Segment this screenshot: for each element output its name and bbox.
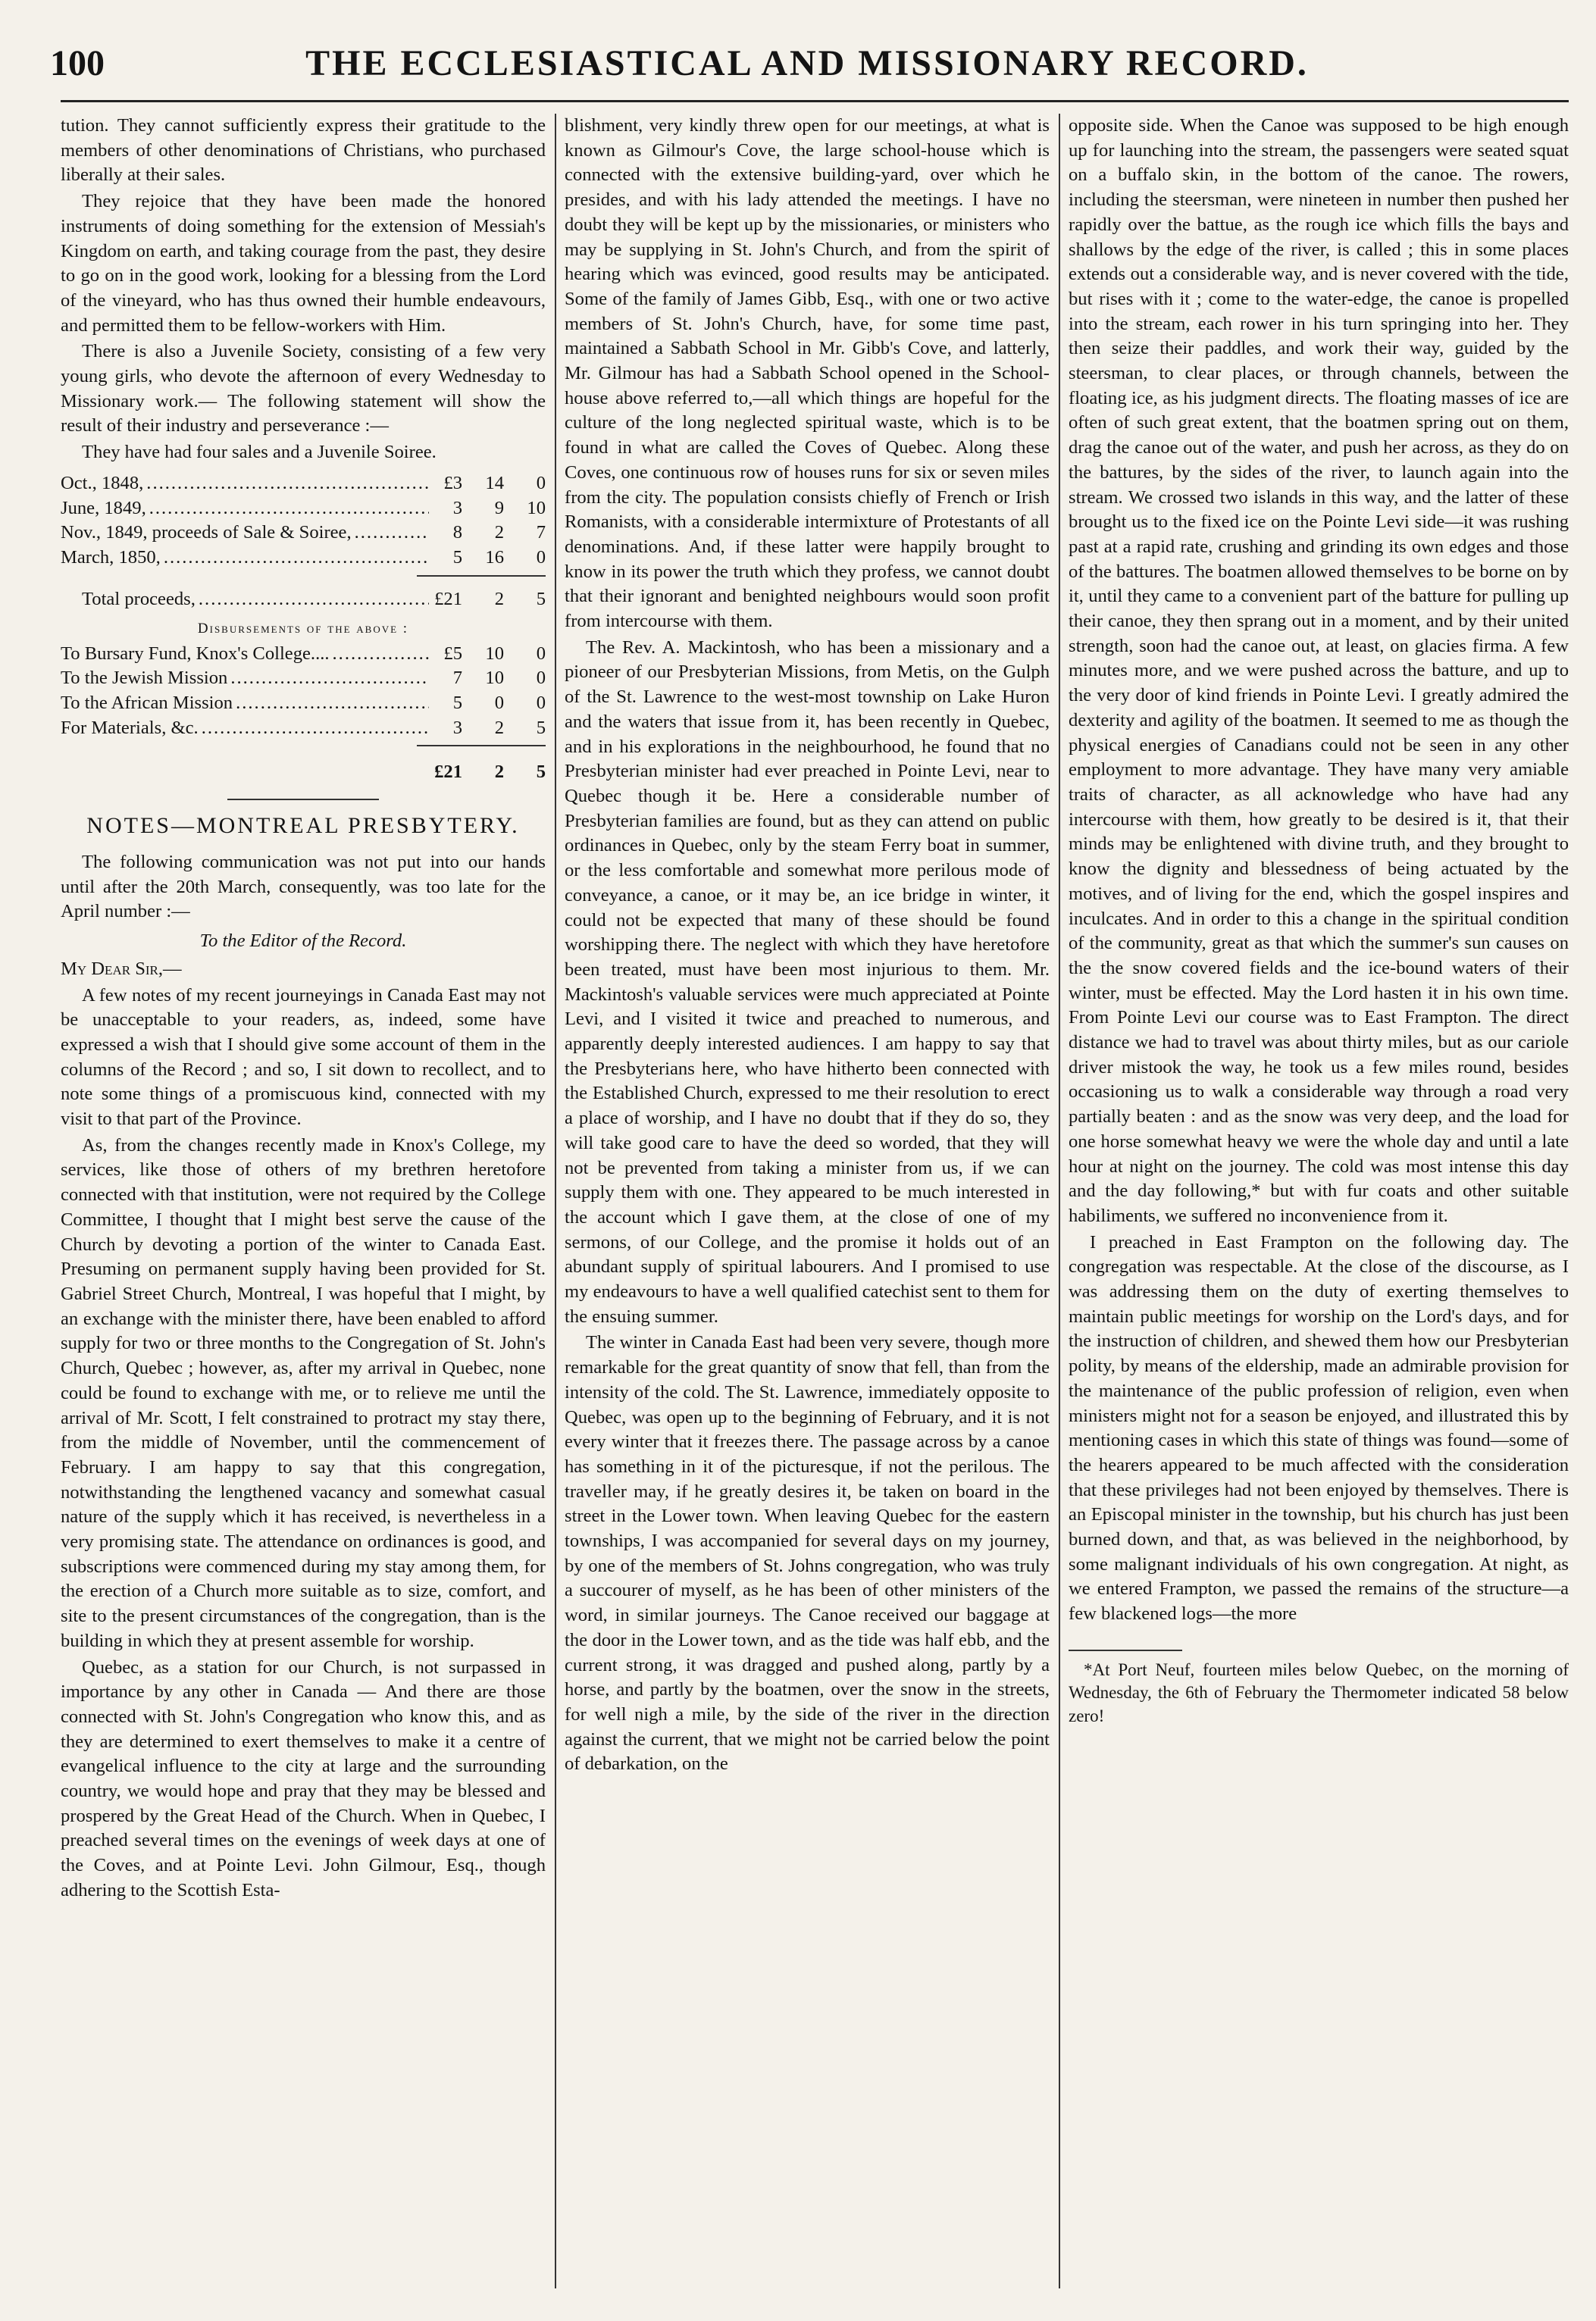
addressee: To the Editor of the Record. (199, 931, 407, 952)
paragraph: The following communication was not put into our hands until after the 20th March, consequently, was too late for the April number :— (61, 852, 546, 922)
paragraph: They rejoice that they have been made the honored instruments of doing something for the extension of Messiah's Kingdom on earth, and taking courage from the past, they desire to go on in the good work, looking for a blessing from the Lord of the vineyard, who has thus owned their humble endeavours, and permitted them to be fellow-workers with Him. (61, 191, 546, 336)
column-2 (565, 114, 1050, 1778)
section-title: NOTES—MONTREAL PRESBYTERY. (86, 813, 520, 839)
section-divider (227, 799, 379, 800)
page-number: 100 (50, 43, 105, 83)
total-row: Total proceeds, ..... £21 2 5 (61, 587, 546, 612)
table-row: For Materials, &c. ..... 3 2 5 (61, 716, 546, 741)
paragraph: A few notes of my recent journeyings in Canada East may not be unacceptable to your readers, as, indeed, some have expressed a wish that I should give some account of them in the columns of the Record ; and so, I sit down to recollect, and to note some things of a promiscuous kind, connected with my visit to that part of the Province. (61, 984, 546, 1130)
footnote-rule (1069, 1650, 1182, 1651)
paragraph: There is also a Juvenile Society, consisting of a few very young girls, who devote the afternoon of every Wednesday to Missionary work.— The following statement will show the result of their industry and perseverance :— (61, 341, 546, 436)
table-row: Nov., 1849, proceeds of Sale & Soiree, ..... 8 2 7 (61, 521, 546, 546)
paragraph: opposite side. When the Canoe was supposed to be high enough up for launching into the stream, the passengers were seated squat on a buffalo skin, in the bottom of the canoe. The rowers, including the steersman, were nineteen in number then pushed her rapidly over the battue, as the rough ice which fills the bays and shallows by the edge of the river, is called ; this in some places extends out a considerable way, and is never covered with the tide, but rises with it ; come to the water-edge, the canoe is propelled into the stream, each rower in his turn springing into her. They then seize their paddles, and work their way, guided by the steersman, to clear places, or through channels, between the floating ice, as his judgment directs. The floating masses of ice are often of such great extent, that the boatmen spring out on them, drag the canoe out of the water, and push her across, as they do on the battures, by the sides of the river, to launch again into the stream. We crossed two islands in this way, and the latter of these brought us to the fixed ice on the Pointe Levi side—it was rushing past at a rapid rate, crushing and grinding its own edges and those of the battures. The boatmen allowed themselves to be borne on by it, until they came to a convenient part of the batture for pulling up their canoe, they then sprang out in a moment, and by their united strength, soon had the canoe out, at least, on glacies firma. A few minutes more, and we were pushed across the batture, and up to the very door of kind friends in Pointe Levi. I greatly admired the dexterity and agility of the boatmen. It seemed to me as though the physical energies of Canadians could not be seen in any other employment to more advantage. They have many very amiable traits of character, as all acknowledge who have had any intercourse with them, how greatly to be desired is it, that their minds may be enlightened with divine truth, and they brought to know the dignity and blessedness of being actuated by the motives, and of living for the end, which the gospel inspires and inculcates. And in order to this a change in the spiritual condition of the community, great as that which the summer's sun causes on the the snow covered fields and the ice-bound waters of their winter, must be effected. May the Lord hasten it in his own time. From Pointe Levi our course was to East Frampton. The direct distance we had to travel was about thirty miles, but as our cariole driver mistook the way, he took us a few miles round, besides occasioning us to walk a considerable way through a road very partially beaten : and as the snow was very deep, and the load for one horse somewhat heavy we were the whole day and until a late hour at night on the journey. The cold was most intense this day and the day following,* but with fur coats and other suitable habiliments, we suffered no inconvenience from it. (1069, 115, 1569, 1226)
column-3 (1069, 114, 1569, 1730)
sum-rule (417, 575, 546, 577)
proceeds-table (61, 471, 546, 785)
table-row: Oct., 1848, ..... £3 14 0 (61, 471, 546, 496)
table-row: To the African Mission ..... 5 0 0 (61, 691, 546, 716)
paragraph: As, from the changes recently made in Knox's College, my services, like those of others of my brethren heretofore connected with that institution, were not required by the College Committee, I thought that I might best serve the cause of the Church by devoting a portion of the winter to Canada East. Presuming on permanent supply having been provided for St. Gabriel Street Church, Montreal, I was hopeful that I might, by an exchange with the minister there, have been enabled to afford supply for two or three months to the Congregation of St. John's Church, Quebec ; however, as, after my arrival in Quebec, none could be found to exchange with me, or to relieve me until the arrival of Mr. Scott, I felt constrained to protract my stay there, from the middle of November, until the commencement of February. I am happy to say that this congregation, notwithstanding the lengthened vacancy and somewhat casual nature of the supply which it has received, is nevertheless in a very promising state. The attendance on ordinances is good, and subscriptions were commenced during my stay among them, for the erection of a Church more suitable as to size, comfort, and site to the present circumstances of the congregation, than is the building in which they at present assemble for worship. (61, 1134, 546, 1651)
paragraph: Quebec, as a station for our Church, is not surpassed in importance by any other in Canada — And there are those connected with St. John's Congregation who know this, and as they are determined to exert themselves to make it a centre of evangelical influence to the city at large and the surrounding country, we would hope and pray that they may be blessed and prospered by the Great Head of the Church. When in Quebec, I preached several times on the evenings of week days at one of the Coves, and at Pointe Levi. John Gilmour, Esq., though adhering to the Scottish Esta- (61, 1656, 546, 1900)
table-row: March, 1850, ..... 5 16 0 (61, 546, 546, 571)
paragraph: The Rev. A. Mackintosh, who has been a missionary and a pioneer of our Presbyterian Missions, from Metis, on the Gulph of the St. Lawrence to the west-most township on Lake Huron and the waters that issue from it, has been recently in Quebec, and in his explorations in the neighbourhood, he found that no Presbyterian minister had ever preached in Pointe Levi, near to Quebec though it be. Here a considerable number of Presbyterian families are found, but as they can attend on public ordinances in Quebec, only by the steam Ferry boat in summer, or the less comfortable and somewhat more perilous mode of conveyance, a canoe, or it may be, an ice bridge in winter, it could not be expected that many of these should be found worshipping there. The neglect with which they have heretofore been treated, must have been most injurious to them. Mr. Mackintosh's valuable services were much appreciated at Pointe Levi, and I visited it twice and preached to numerous, and apparently deeply interested audiences. I am happy to say that the Presbyterians here, who have hitherto been connected with the Established Church, expressed to me their resolution to erect a place of worship, and I have no doubt that if they do so, they will take good care to have the deed so worded, that they will not be prevented from taking a minister from us, if we can supply them with one. They appeared to be much interested in the account which I gave them, at the close of one of my sermons, of our College, and the promise it holds out of an abundant supply of spiritual labourers. And I promised to use my endeavours to have a well qualified catechist sent to them for the ensuing summer. (565, 637, 1050, 1327)
paragraph: blishment, very kindly threw open for our meetings, at what is known as Gilmour's Cove, the large school-house which is connected with the extensive building-yard, over which he presides, and with his lady attended the meetings. I have no doubt they will be kept up by the missionaries, or ministers who may be supplying in St. John's Church, and from the spirit of hearing which was evinced, good results may be anticipated. Some of the family of James Gibb, Esq., with one or two active members of St. John's Church, have, for some time past, maintained a Sabbath School in Mr. Gibb's Cove, and latterly, Mr. Gilmour has had a Sabbath School opened in the School-house above referred to,—all which things are hopeful for the culture of the long neglected spiritual waste, which is to be found in what are called the Coves of Quebec. Along these Coves, one continuous row of houses runs for six or seven miles from the city. The population consists chiefly of French or Irish Romanists, with a considerable intermixture of Protestants of all denominations. And, if these latter were happily brought to know in its power the truth which they profess, we cannot doubt that their ignorant and benighted neighbours would soon profit from intercourse with them. (565, 115, 1050, 632)
table-row: June, 1849, ..... 3 9 10 (61, 496, 546, 521)
table-row: To the Jewish Mission ..... 7 10 0 (61, 666, 546, 691)
column-divider (555, 114, 556, 2288)
table-row: To Bursary Fund, Knox's College.... ..... £5 10 0 (61, 642, 546, 667)
page-header (45, 39, 1569, 85)
column-1 (61, 114, 546, 1905)
salutation: My Dear Sir,— (61, 958, 182, 979)
running-title: THE ECCLESIASTICAL AND MISSIONARY RECORD. (305, 43, 1309, 83)
footnote: *At Port Neuf, fourteen miles below Quebec, on the morning of Wednesday, the 6th of February the Thermometer indicated 58 below zero! (1069, 1659, 1569, 1726)
paragraph: The winter in Canada East had been very severe, though more remarkable for the great quantity of snow that fell, than from the intensity of the cold. The St. Lawrence, immediately opposite to Quebec, was open up to the beginning of February, and it is not every winter that it freezes there. The passage across by a canoe has something in it of the picturesque, if not the perilous. The traveller may, if he greatly desires it, be taken on board in the street in the Lower town. When leaving Quebec for the eastern townships, I was accompanied for several days on my journey, by one of the members of St. Johns congregation, who was truly a succourer of myself, as he has been of other ministers of the word, in similar journeys. The Canoe received our baggage at the door in the Lower town, and as the tide was half ebb, and the current strong, it was dragged and pushed along, partly by a horse, and partly by the boatmen, over the snow in the streets, for well nigh a mile, by the side of the river in the direction against the current, that we might not be carried below the point of debarkation, on the (565, 1332, 1050, 1775)
header-rule (61, 100, 1569, 102)
grand-total-row: £21 2 5 (434, 762, 546, 783)
paragraph: They have had four sales and a Juvenile Soiree. (82, 442, 437, 463)
disbursements-heading: Disbursements of the above : (197, 621, 409, 637)
paragraph: tution. They cannot sufficiently express their gratitude to the members of other denominations of Christians, who purchased liberally at their sales. (61, 115, 546, 186)
sum-rule (417, 745, 546, 746)
column-divider (1059, 114, 1060, 2288)
paragraph: I preached in East Frampton on the following day. The congregation was respectable. At the close of the discourse, as I was addressing them on the duty of exerting themselves to maintain public meetings for worship on the Lord's days, and for the instruction of children, and shewed them how our Presbyterian polity, by means of the eldership, made an admirable provision for the maintenance of the public profession of religion, even when ministers might not for a season be enjoyed, and illustrated this by mentioning cases in which this state of things was found—some of the hearers appeared to be much affected with the consideration that these privileges had not been enjoyed by themselves. There is an Episcopal minister in the township, but his church has just been burned down, and that, as was believed in the neighborhood, by some malignant individuals of his own congregation. At night, as we entered Frampton, we passed the remains of the structure—a few blackened logs—the more (1069, 1231, 1569, 1625)
